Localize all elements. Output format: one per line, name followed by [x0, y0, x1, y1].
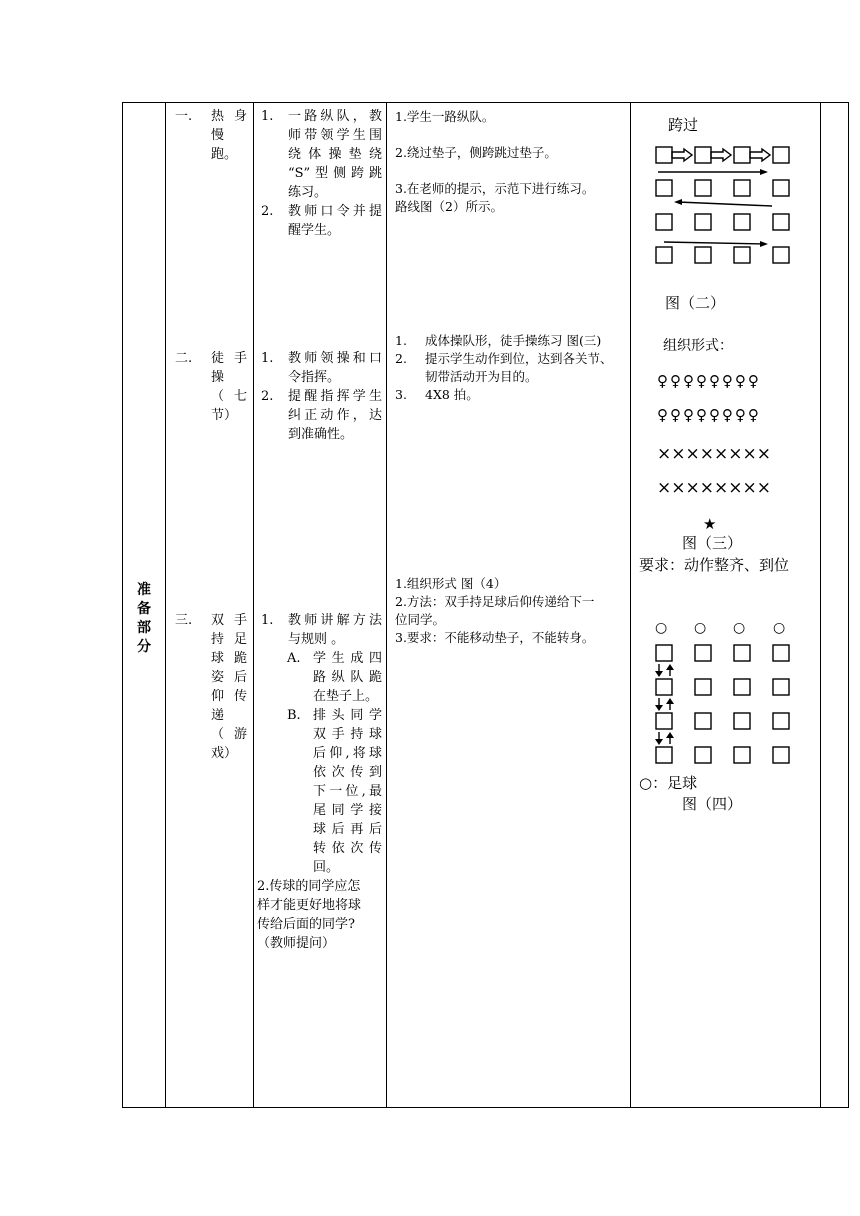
- text-line: 与规则 。: [288, 632, 345, 647]
- female-formation-row: ♀♀♀♀♀♀♀♀: [657, 406, 761, 424]
- row-content: [211, 349, 247, 425]
- text-line: 转依次传: [313, 841, 382, 856]
- teacher-text: [288, 611, 382, 649]
- text-line: 3.在老师的提示，示范下进行练习。: [395, 181, 595, 196]
- row-content: [211, 107, 247, 164]
- text-line: 路线图（2）所示。: [395, 199, 503, 214]
- item-text: 4X8 拍。: [425, 387, 479, 402]
- teacher-sub-text: [313, 649, 382, 706]
- figure-4-mat-diagram: [650, 640, 800, 770]
- text-line: 路纵队跪: [313, 670, 382, 685]
- female-formation-row: ♀♀♀♀♀♀♀♀: [657, 372, 761, 390]
- student-activity: [395, 575, 627, 647]
- column-divider: [630, 103, 631, 1107]
- text-line: 教师口令并提: [288, 204, 382, 219]
- content-line: 持 足: [211, 632, 247, 647]
- text-line: 3.要求：不能移动垫子，不能转身。: [395, 630, 595, 645]
- item-text: 韧带活动开为目的。: [425, 369, 538, 384]
- column-divider: [386, 103, 387, 1107]
- figure-3-caption: 图（三）: [682, 534, 743, 552]
- column-divider: [165, 103, 166, 1107]
- content-line: 递: [211, 708, 225, 723]
- content-line: 戏）: [211, 746, 238, 761]
- male-formation-row: ××××××××: [657, 478, 771, 498]
- section-label: [123, 581, 165, 657]
- text-line: 2.方法：双手持足球后仰传递给下一: [395, 594, 595, 609]
- teacher-question: [257, 877, 383, 953]
- teacher-num: 2.: [261, 389, 274, 404]
- content-line: （ 七: [211, 389, 247, 404]
- text-line: 后仰,将球: [313, 746, 382, 761]
- item-num: 3.: [395, 387, 407, 402]
- text-line: 1.学生一路纵队。: [395, 109, 495, 124]
- item-num: 2.: [395, 351, 407, 366]
- figure-3-heading: 组织形式：: [663, 338, 733, 354]
- text-line: 尾同学接: [313, 803, 382, 818]
- content-line: 操: [211, 370, 225, 385]
- teacher-sub-num: A.: [287, 651, 301, 666]
- text-line: 2.传球的同学应怎: [257, 879, 361, 894]
- text-line: 教师领操和口: [288, 351, 382, 366]
- text-line: 提醒指挥学生: [288, 389, 382, 404]
- text-line: 在垫子上。: [313, 689, 379, 704]
- column-divider: [253, 103, 254, 1107]
- text-line: 样才能更好地将球: [257, 898, 362, 913]
- text-line: 到准确性。: [288, 427, 354, 442]
- column-divider: [820, 103, 821, 1107]
- text-line: 排头同学: [313, 708, 382, 723]
- male-formation-row: ××××××××: [657, 444, 771, 464]
- row-index: 一.: [175, 109, 193, 124]
- content-line: 热 身: [211, 109, 247, 124]
- item-text: 成体操队形，徒手操练习 图(三): [425, 333, 602, 348]
- figure-4-legend: ○：足球: [639, 774, 698, 792]
- content-line: 跑。: [211, 147, 238, 162]
- text-line: 双手持球: [313, 727, 382, 742]
- content-line: 慢: [211, 128, 225, 143]
- section-label-char: 准: [137, 582, 151, 598]
- ball-circle-icon: ○: [773, 620, 786, 636]
- text-line: 一路纵队，教: [288, 109, 382, 124]
- content-line: 仰 传: [211, 689, 247, 704]
- item-text: 提示学生动作到位，达到各关节、: [425, 351, 613, 366]
- ball-circle-icon: ○: [694, 620, 707, 636]
- text-line: 师带领学生围: [288, 128, 382, 143]
- content-line: 双 手: [211, 613, 247, 628]
- section-label-char: 备: [137, 601, 151, 617]
- teacher-num: 1.: [261, 351, 274, 366]
- content-line: 球 跪: [211, 651, 247, 666]
- figure-4-caption: 图（四）: [682, 795, 743, 813]
- figure-2-title: 跨过: [668, 116, 699, 134]
- student-activity: [395, 108, 627, 216]
- figure-2-caption: 图（二）: [665, 294, 726, 312]
- teacher-num: 2.: [261, 204, 274, 219]
- teacher-star-icon: ★: [703, 515, 717, 533]
- teacher-num: 1.: [261, 613, 274, 628]
- row-index: 二.: [175, 351, 193, 366]
- teacher-sub-num: B.: [287, 708, 301, 723]
- section-label-char: 分: [137, 639, 151, 655]
- text-line: 1.组织形式 图（4）: [395, 576, 507, 591]
- text-line: 下一位,最: [313, 784, 382, 799]
- text-line: 醒学生。: [288, 223, 341, 238]
- item-num: 1.: [395, 333, 407, 348]
- teacher-num: 1.: [261, 109, 274, 124]
- text-line: 练习。: [288, 185, 328, 200]
- teacher-sub-text: [313, 706, 382, 877]
- content-line: 节）: [211, 408, 238, 423]
- text-line: 位同学。: [395, 612, 446, 627]
- figure-2-route-diagram: [650, 140, 800, 270]
- row-content: [211, 611, 247, 763]
- text-line: 回。: [313, 860, 340, 875]
- text-line: 传给后面的同学?: [257, 917, 355, 932]
- ball-circle-icon: ○: [733, 620, 746, 636]
- text-line: 2.绕过垫子，侧跨跳过垫子。: [395, 145, 557, 160]
- text-line: 球后再后: [313, 822, 382, 837]
- figure-3-requirement: 要求：动作整齐、到位: [639, 556, 790, 574]
- teacher-text: [288, 349, 382, 387]
- text-line: 依次传到: [313, 765, 382, 780]
- teacher-text: [288, 107, 382, 202]
- student-activity: [395, 332, 627, 404]
- text-line: （教师提问）: [257, 936, 336, 951]
- text-line: 绕体操垫绕: [288, 147, 382, 162]
- section-label-char: 部: [137, 620, 151, 636]
- content-line: 徒 手: [211, 351, 247, 366]
- text-line: 令指挥。: [288, 370, 341, 385]
- text-line: 学生成四: [313, 651, 382, 666]
- row-index: 三.: [175, 613, 193, 628]
- teacher-text: [288, 387, 382, 444]
- content-line: 姿 后: [211, 670, 247, 685]
- text-line: 教师讲解方法: [288, 613, 382, 628]
- teacher-text: [288, 202, 382, 240]
- text-line: “S”型侧跨跳: [288, 166, 382, 181]
- content-line: （ 游: [211, 727, 247, 742]
- text-line: 纠正动作，达: [288, 408, 382, 423]
- ball-circle-icon: ○: [655, 620, 668, 636]
